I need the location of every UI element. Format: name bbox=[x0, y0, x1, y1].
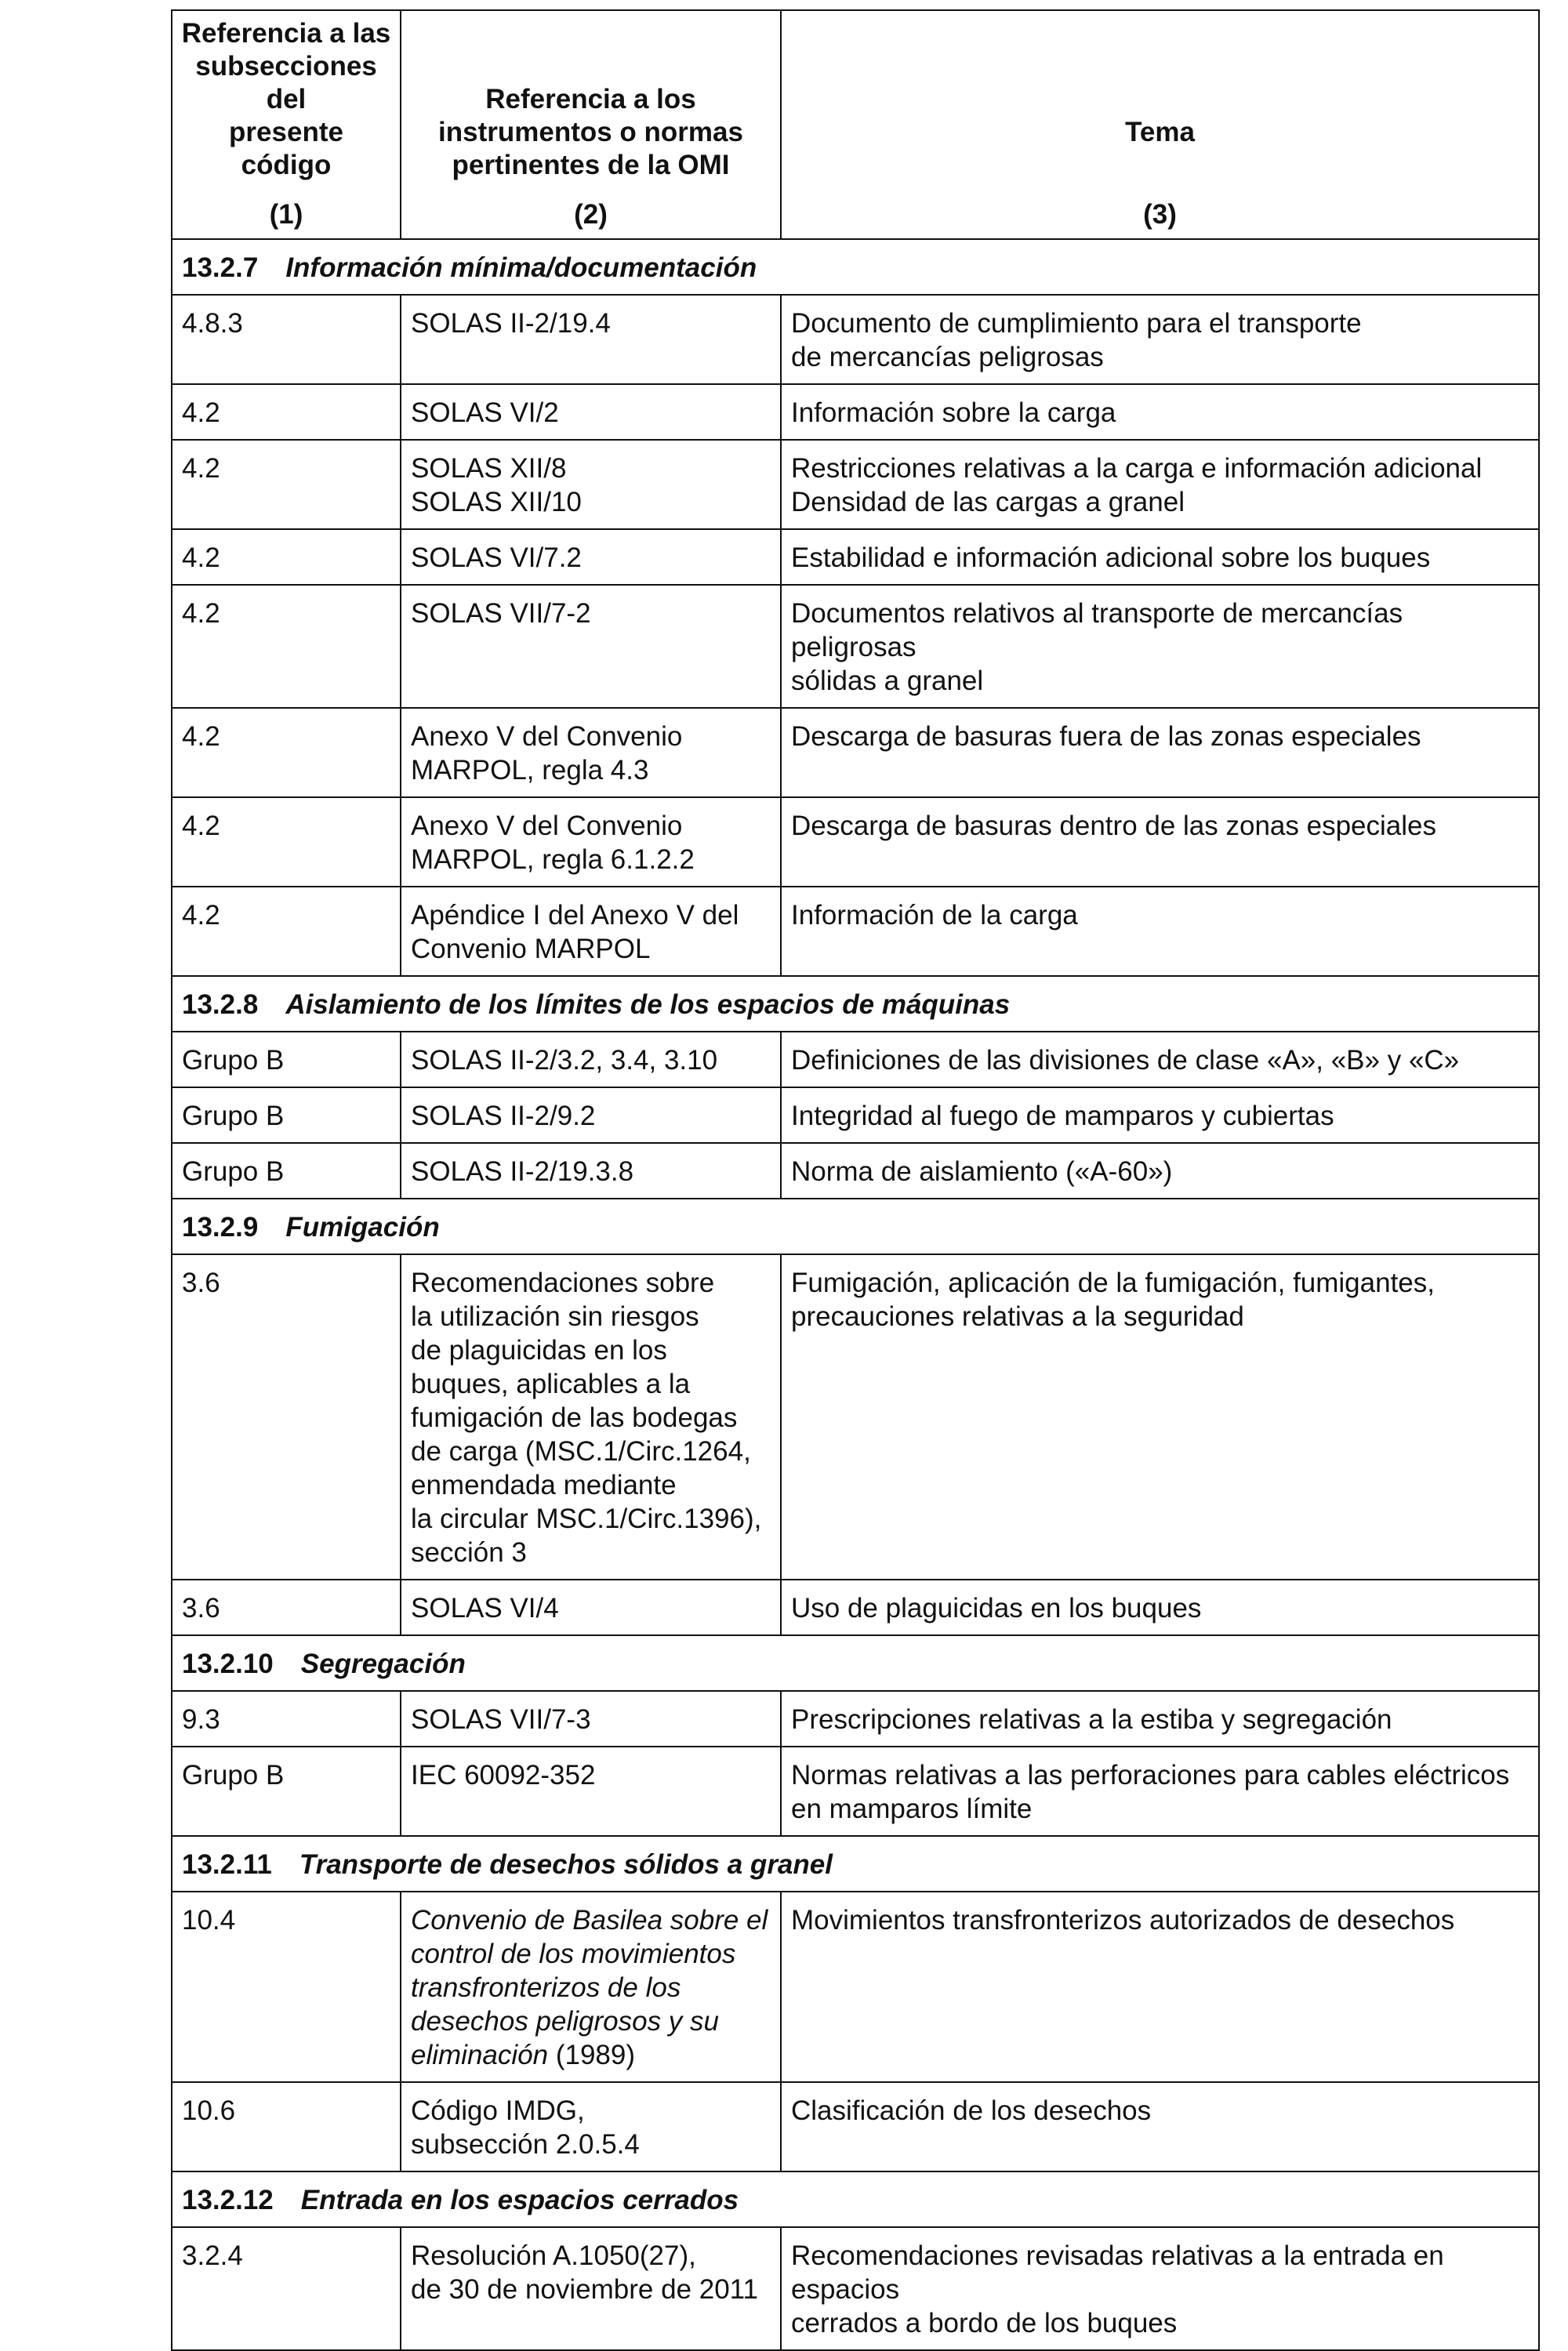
section-number: 13.2.9 bbox=[182, 1212, 259, 1243]
instrument-line: transfronterizos de los bbox=[411, 1972, 681, 2003]
tema-line: sólidas a granel bbox=[791, 666, 984, 696]
header-col2 bbox=[401, 10, 781, 239]
instrument-line: SOLAS VII/7-3 bbox=[411, 1704, 591, 1735]
ref-text: Grupo B bbox=[182, 1156, 285, 1187]
section-heading bbox=[172, 1635, 1539, 1691]
tema-cell bbox=[781, 887, 1539, 976]
instrument-line: MARPOL, regla 4.3 bbox=[411, 755, 649, 785]
section-row bbox=[172, 976, 1539, 1032]
ref-text: 4.8.3 bbox=[182, 308, 243, 339]
header-col2-line: Referencia a los bbox=[485, 84, 696, 114]
instrument-cell bbox=[401, 1691, 781, 1747]
section-heading bbox=[172, 2171, 1539, 2227]
instrument-line: control de los movimientos bbox=[411, 1939, 736, 1969]
instrument-line: la circular MSC.1/Circ.1396), bbox=[411, 1504, 762, 1534]
tema-line: cerrados a bordo de los buques bbox=[791, 2308, 1178, 2338]
tema-line: Norma de aislamiento («A-60») bbox=[791, 1156, 1173, 1187]
table-header bbox=[172, 10, 1539, 239]
tema-cell bbox=[781, 708, 1539, 797]
instrument-cell bbox=[401, 2227, 781, 2350]
section-number: 13.2.11 bbox=[182, 1849, 272, 1880]
ref-cell bbox=[172, 797, 401, 887]
instrument-plain-part: (1989) bbox=[548, 2040, 635, 2070]
instrument-cell bbox=[401, 1747, 781, 1836]
header-col1-number: (1) bbox=[269, 199, 303, 230]
section-heading bbox=[172, 239, 1539, 295]
ref-cell bbox=[172, 1892, 401, 2082]
tema-cell bbox=[781, 2082, 1539, 2171]
instrument-cell bbox=[401, 440, 781, 529]
ref-text: 10.4 bbox=[182, 1905, 236, 1936]
instrument-line: de carga (MSC.1/Circ.1264, bbox=[411, 1436, 751, 1467]
tema-line: Definiciones de las divisiones de clase «A», «B» y «C» bbox=[791, 1045, 1460, 1076]
header-col1-line: presente código bbox=[229, 117, 343, 180]
instrument-line: Recomendaciones sobre bbox=[411, 1268, 715, 1298]
instrument-line: de plaguicidas en los bbox=[411, 1335, 667, 1366]
tema-line: precauciones relativas a la seguridad bbox=[791, 1301, 1244, 1332]
ref-cell bbox=[172, 585, 401, 708]
instrument-line: SOLAS VII/7-2 bbox=[411, 598, 591, 629]
instrument-line: SOLAS VI/7.2 bbox=[411, 542, 582, 573]
tema-cell bbox=[781, 1691, 1539, 1747]
tema-line: Fumigación, aplicación de la fumigación, fumigantes, bbox=[791, 1268, 1435, 1298]
section-row bbox=[172, 2171, 1539, 2227]
tema-line: Descarga de basuras fuera de las zonas especiales bbox=[791, 721, 1421, 752]
ref-text: Grupo B bbox=[182, 1045, 285, 1076]
instrument-line: subsección 2.0.5.4 bbox=[411, 2129, 640, 2160]
instrument-line: Anexo V del Convenio bbox=[411, 811, 683, 841]
ref-cell bbox=[172, 708, 401, 797]
reference-table bbox=[171, 9, 1540, 2351]
instrument-line: SOLAS II-2/19.4 bbox=[411, 308, 611, 339]
instrument-cell bbox=[401, 708, 781, 797]
tema-line: Densidad de las cargas a granel bbox=[791, 487, 1185, 517]
instrument-cell bbox=[401, 295, 781, 384]
header-col2-number: (2) bbox=[574, 199, 608, 230]
ref-text: 3.2.4 bbox=[182, 2240, 243, 2271]
section-number: 13.2.12 bbox=[182, 2185, 274, 2215]
tema-cell bbox=[781, 1892, 1539, 2082]
instrument-cell bbox=[401, 1143, 781, 1199]
ref-cell bbox=[172, 440, 401, 529]
section-number: 13.2.8 bbox=[182, 989, 259, 1020]
table-row bbox=[172, 384, 1539, 440]
tema-cell bbox=[781, 1580, 1539, 1635]
tema-line: Información de la carga bbox=[791, 900, 1078, 931]
instrument-line bbox=[411, 2038, 771, 2072]
ref-cell bbox=[172, 1580, 401, 1635]
tema-line: de mercancías peligrosas bbox=[791, 342, 1104, 372]
table-row bbox=[172, 440, 1539, 529]
table-row bbox=[172, 2227, 1539, 2350]
tema-cell bbox=[781, 2227, 1539, 2350]
ref-cell bbox=[172, 1143, 401, 1199]
ref-cell bbox=[172, 295, 401, 384]
instrument-cell bbox=[401, 1892, 781, 2082]
instrument-line: de 30 de noviembre de 2011 bbox=[411, 2274, 759, 2305]
tema-line: Normas relativas a las perforaciones para cables eléctricos bbox=[791, 1760, 1510, 1790]
tema-cell bbox=[781, 1143, 1539, 1199]
table-row bbox=[172, 1747, 1539, 1836]
instrument-line: SOLAS XII/10 bbox=[411, 487, 582, 517]
instrument-line: buques, aplicables a la bbox=[411, 1369, 691, 1399]
tema-line: Integridad al fuego de mamparos y cubiertas bbox=[791, 1101, 1334, 1131]
section-number: 13.2.7 bbox=[182, 252, 259, 283]
ref-text: 3.6 bbox=[182, 1593, 220, 1624]
tema-cell bbox=[781, 1747, 1539, 1836]
tema-line: Movimientos transfronterizos autorizados de desechos bbox=[791, 1905, 1455, 1936]
ref-text: 4.2 bbox=[182, 397, 220, 428]
instrument-line: SOLAS VI/4 bbox=[411, 1593, 559, 1624]
table-row bbox=[172, 1580, 1539, 1635]
tema-cell bbox=[781, 440, 1539, 529]
table-row bbox=[172, 887, 1539, 976]
table-row bbox=[172, 1254, 1539, 1580]
ref-cell bbox=[172, 529, 401, 585]
table-row bbox=[172, 585, 1539, 708]
section-heading bbox=[172, 976, 1539, 1032]
tema-cell bbox=[781, 1254, 1539, 1580]
ref-text: 4.2 bbox=[182, 542, 220, 573]
header-col1 bbox=[172, 10, 401, 239]
instrument-line: SOLAS II-2/19.3.8 bbox=[411, 1156, 634, 1187]
tema-line: Información sobre la carga bbox=[791, 397, 1116, 428]
table-row bbox=[172, 1032, 1539, 1087]
section-title: Fumigación bbox=[285, 1212, 440, 1243]
table-row bbox=[172, 1691, 1539, 1747]
instrument-line: Código IMDG, bbox=[411, 2095, 585, 2126]
tema-line: Documento de cumplimiento para el transporte bbox=[791, 308, 1362, 339]
tema-cell bbox=[781, 1032, 1539, 1087]
tema-line: Clasificación de los desechos bbox=[791, 2095, 1152, 2126]
tema-cell bbox=[781, 529, 1539, 585]
header-col1-line: Referencia a las bbox=[181, 18, 391, 49]
tema-line: Descarga de basuras dentro de las zonas especiales bbox=[791, 811, 1436, 841]
instrument-line: fumigación de las bodegas bbox=[411, 1402, 738, 1433]
section-title: Transporte de desechos sólidos a granel bbox=[299, 1849, 833, 1880]
instrument-line: sección 3 bbox=[411, 1537, 527, 1568]
section-number: 13.2.10 bbox=[182, 1649, 274, 1679]
instrument-line: Convenio MARPOL bbox=[411, 934, 651, 964]
section-title: Información mínima/documentación bbox=[285, 252, 757, 283]
table-row bbox=[172, 1892, 1539, 2082]
tema-cell bbox=[781, 295, 1539, 384]
table-row bbox=[172, 1143, 1539, 1199]
ref-cell bbox=[172, 384, 401, 440]
section-title: Aislamiento de los límites de los espacios de máquinas bbox=[285, 989, 1011, 1020]
instrument-cell bbox=[401, 1032, 781, 1087]
header-col3 bbox=[781, 10, 1539, 239]
instrument-line: Apéndice I del Anexo V del bbox=[411, 900, 739, 931]
instrument-line: SOLAS II-2/3.2, 3.4, 3.10 bbox=[411, 1045, 718, 1076]
tema-line: Restricciones relativas a la carga e información adicional bbox=[791, 453, 1483, 484]
instrument-line: SOLAS II-2/9.2 bbox=[411, 1101, 596, 1131]
instrument-cell bbox=[401, 887, 781, 976]
tema-line: Estabilidad e información adicional sobre los buques bbox=[791, 542, 1431, 573]
ref-cell bbox=[172, 1032, 401, 1087]
table-body bbox=[172, 239, 1539, 2350]
ref-cell bbox=[172, 1747, 401, 1836]
tema-cell bbox=[781, 384, 1539, 440]
table-row bbox=[172, 708, 1539, 797]
section-row bbox=[172, 1635, 1539, 1691]
instrument-line: desechos peligrosos y su bbox=[411, 2006, 719, 2037]
header-col3-title: Tema bbox=[1125, 117, 1195, 147]
ref-text: 3.6 bbox=[182, 1268, 220, 1298]
ref-text: Grupo B bbox=[182, 1760, 285, 1790]
ref-cell bbox=[172, 1691, 401, 1747]
ref-text: 4.2 bbox=[182, 900, 220, 931]
instrument-cell bbox=[401, 384, 781, 440]
tema-line: Prescripciones relativas a la estiba y segregación bbox=[791, 1704, 1392, 1735]
table-row bbox=[172, 797, 1539, 887]
instrument-cell bbox=[401, 1254, 781, 1580]
instrument-line: Convenio de Basilea sobre el bbox=[411, 1905, 768, 1936]
header-col1-line: subsecciones del bbox=[195, 51, 377, 114]
header-col3-number: (3) bbox=[1143, 199, 1177, 230]
instrument-line: SOLAS VI/2 bbox=[411, 397, 559, 428]
ref-cell bbox=[172, 2227, 401, 2350]
instrument-cell bbox=[401, 1087, 781, 1143]
tema-cell bbox=[781, 797, 1539, 887]
instrument-line: IEC 60092-352 bbox=[411, 1760, 596, 1790]
instrument-cell bbox=[401, 797, 781, 887]
instrument-line: MARPOL, regla 6.1.2.2 bbox=[411, 844, 695, 875]
instrument-line: SOLAS XII/8 bbox=[411, 453, 567, 484]
section-heading bbox=[172, 1199, 1539, 1254]
instrument-cell bbox=[401, 1580, 781, 1635]
header-col2-line: instrumentos o normas bbox=[438, 117, 743, 147]
instrument-line: Anexo V del Convenio bbox=[411, 721, 683, 752]
ref-cell bbox=[172, 2082, 401, 2171]
instrument-line: Resolución A.1050(27), bbox=[411, 2240, 696, 2271]
table-row bbox=[172, 295, 1539, 384]
instrument-line: la utilización sin riesgos bbox=[411, 1301, 699, 1332]
instrument-cell bbox=[401, 2082, 781, 2171]
tema-cell bbox=[781, 585, 1539, 708]
ref-text: 4.2 bbox=[182, 721, 220, 752]
ref-text: 9.3 bbox=[182, 1704, 220, 1735]
tema-line: Documentos relativos al transporte de mercancías peligrosas bbox=[791, 598, 1403, 662]
section-heading bbox=[172, 1836, 1539, 1892]
ref-text: 4.2 bbox=[182, 811, 220, 841]
ref-text: 10.6 bbox=[182, 2095, 236, 2126]
section-row bbox=[172, 239, 1539, 295]
table-row bbox=[172, 1087, 1539, 1143]
instrument-cell bbox=[401, 585, 781, 708]
ref-text: 4.2 bbox=[182, 598, 220, 629]
ref-text: 4.2 bbox=[182, 453, 220, 484]
table-row bbox=[172, 529, 1539, 585]
section-title: Segregación bbox=[300, 1649, 466, 1679]
ref-cell bbox=[172, 1087, 401, 1143]
section-title: Entrada en los espacios cerrados bbox=[300, 2185, 739, 2215]
instrument-italic-part: eliminación bbox=[411, 2040, 549, 2070]
table-row bbox=[172, 2082, 1539, 2171]
section-row bbox=[172, 1836, 1539, 1892]
tema-cell bbox=[781, 1087, 1539, 1143]
ref-text: Grupo B bbox=[182, 1101, 285, 1131]
tema-line: Recomendaciones revisadas relativas a la entrada en espacios bbox=[791, 2240, 1444, 2305]
tema-line: en mamparos límite bbox=[791, 1794, 1033, 1824]
tema-line: Uso de plaguicidas en los buques bbox=[791, 1593, 1202, 1624]
header-col2-line: pertinentes de la OMI bbox=[452, 150, 730, 180]
section-row bbox=[172, 1199, 1539, 1254]
ref-cell bbox=[172, 1254, 401, 1580]
instrument-line: enmendada mediante bbox=[411, 1470, 677, 1500]
instrument-cell bbox=[401, 529, 781, 585]
ref-cell bbox=[172, 887, 401, 976]
